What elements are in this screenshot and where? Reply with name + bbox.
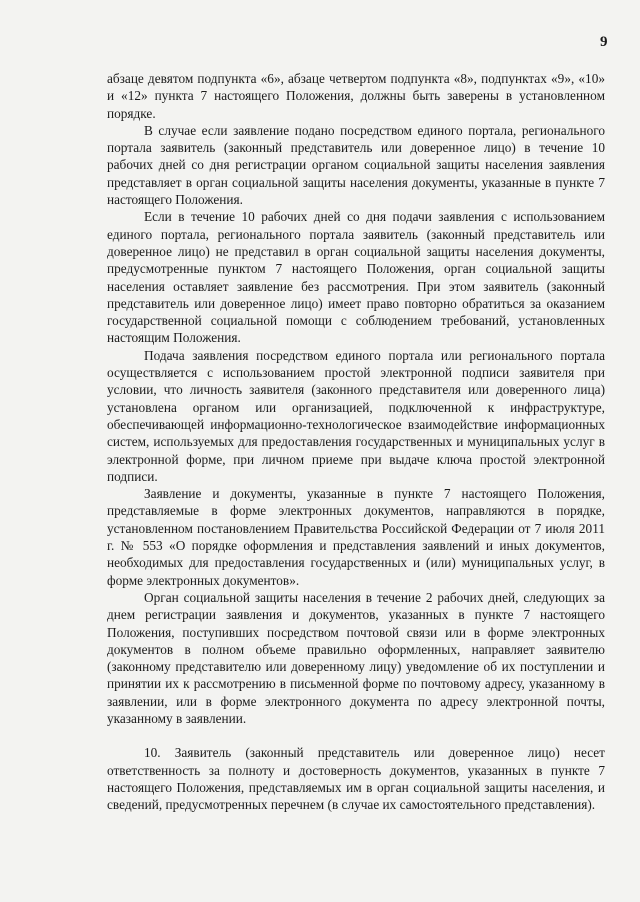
document-body <box>107 70 605 813</box>
paragraph-electronic-documents: Заявление и документы, указанные в пункте 7 настоящего Положения, представляемые в форме электронных документов, направляются в порядке, установленном постановлением Правительства Российской Федерации от 7 июля 2011 г. № 553 «О порядке оформления и представления заявлений и иных документов, необходимых для предоставления государственных и (или) муниципальных услуг, в форме электронных документов». <box>107 486 605 588</box>
paragraph-no-documents: Если в течение 10 рабочих дней со дня подачи заявления с использованием единого портала, регионального портала заявитель (законный представитель или доверенное лицо) не представил в орган социальной защиты населения документы, предусмотренные пунктом 7 настоящего Положения, орган социальной защиты населения оставляет заявление без рассмотрения. При этом заявитель (законный представитель или доверенное лицо) имеет право повторно обратиться за оказанием государственной социальной помощи с соблюдением требований, установленных настоящим Положения. <box>107 209 605 346</box>
paragraph-item-10: 10. Заявитель (законный представитель или доверенное лицо) несет ответственность за полноту и достоверность документов, указанных в пункте 7 настоящего Положения, представляемых им в орган социальной защиты населения, и сведений, предусмотренных перечнем (в случае их самостоятельного представления). <box>107 745 605 813</box>
paragraph-electronic-signature: Подача заявления посредством единого портала или регионального портала осуществляется с использованием простой электронной подписи заявителя при условии, что личность заявителя (законного представителя или доверенного лица) установлена органом или организацией, подключенной к инфраструктуре, обеспечивающей информационно-технологическое взаимодействие информационных систем, используемых для предоставления государственных и муниципальных услуг в электронной форме, при личном приеме при выдаче ключа простой электронной подписи. <box>107 347 605 484</box>
page-number: 9 <box>600 34 608 50</box>
paragraph-portal-submission: В случае если заявление подано посредством единого портала, регионального портала заявитель (законный представитель или доверенное лицо) в течение 10 рабочих дней со дня регистрации органом социальной защиты населения заявления представляет в орган социальной защиты населения документы, указанные в пункте 7 настоящего Положения. <box>107 122 605 208</box>
paragraph-notification: Орган социальной защиты населения в течение 2 рабочих дней, следующих за днем регистрации заявления и документов, указанных в пункте 7 настоящего Положения, поступивших посредством почтовой связи или в форме электронных документов в полном объеме правильно оформленных, направляет заявителю (законному представителю или доверенному лицу) уведомление об их поступлении и принятии их к рассмотрению в письменной форме по почтовому адресу, указанному в заявлении, или в форме электронного документа по адресу электронной почты, указанному в заявлении. <box>107 589 605 726</box>
paragraph-continuation: абзаце девятом подпункта «6», абзаце четвертом подпункта «8», подпунктах «9», «10» и «12» пункта 7 настоящего Положения, должны быть заверены в установленном порядке. <box>107 71 605 121</box>
